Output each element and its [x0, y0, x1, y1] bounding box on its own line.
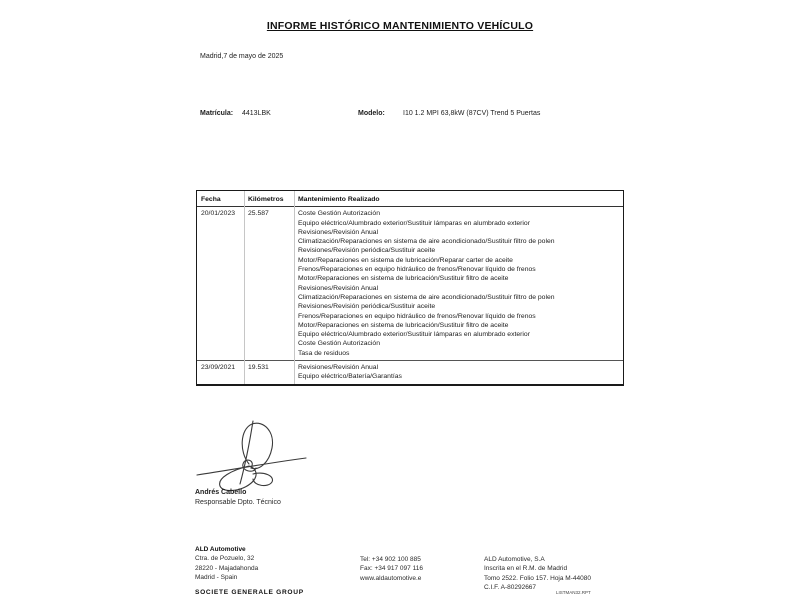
service-line: Coste Gestión Autorización [298, 340, 380, 348]
service-line: Coste Gestión Autorización [298, 210, 380, 218]
footer-website: www.aldautomotive.e [360, 574, 422, 582]
service-line: Equipo eléctrico/Alumbrado exterior/Sustituir lámparas en alumbrado exterior [298, 219, 530, 227]
matricula-value: 4413LBK [242, 110, 271, 117]
row-kilometros: 25.587 [248, 210, 269, 218]
column-divider [244, 191, 245, 384]
service-line: Revisiones/Revisión periódica/Sustituir aceite [298, 247, 436, 255]
row-servicios [294, 363, 623, 382]
footer-address-line: Madrid - Spain [195, 574, 238, 582]
footer-phone: Tel: +34 902 100 885 [360, 556, 421, 563]
column-divider [294, 191, 295, 384]
modelo-value: I10 1.2 MPI 63,8kW (87CV) Trend 5 Puertas [403, 110, 541, 117]
footer-legal-line: Tomo 2522. Folio 157. Hoja M-44080 [484, 574, 591, 582]
service-line: Motor/Reparaciones en sistema de lubricación/Sustituir filtro de aceite [298, 321, 509, 329]
service-line: Revisiones/Revisión Anual [298, 228, 379, 236]
table-header [197, 191, 623, 207]
service-line: Motor/Reparaciones en sistema de lubricación/Sustituir filtro de aceite [298, 275, 509, 283]
signature-scribble [196, 418, 308, 494]
modelo-label: Modelo: [358, 110, 385, 117]
maintenance-table [196, 190, 624, 386]
service-line: Revisiones/Revisión Anual [298, 284, 379, 292]
row-kilometros: 19.531 [248, 364, 269, 372]
service-line: Tasa de residuos [298, 349, 350, 357]
footer-legal-block [484, 555, 591, 593]
service-line: Frenos/Reparaciones en equipo hidráulico de frenos/Renovar líquido de frenos [298, 312, 536, 320]
footer-address-block [195, 545, 258, 583]
row-servicios [294, 209, 623, 358]
header-kilometros: Kilómetros [248, 196, 284, 203]
service-line: Motor/Reparaciones en sistema de lubricación/Reparar carter de aceite [298, 256, 513, 264]
service-line: Equipo eléctrico/Batería/Garantías [298, 373, 402, 381]
header-mantenimiento: Mantenimiento Realizado [298, 196, 380, 203]
service-line: Revisiones/Revisión Anual [298, 364, 379, 372]
report-reference: LISTMAN32.RPT [556, 590, 591, 595]
service-line: Frenos/Reparaciones en equipo hidráulico de frenos/Renovar líquido de frenos [298, 266, 536, 274]
footer-legal-line: Inscrita en el R.M. de Madrid [484, 565, 568, 573]
date-line: Madrid,7 de mayo de 2025 [200, 53, 284, 60]
page-title: INFORME HISTÓRICO MANTENIMIENTO VEHÍCULO [266, 20, 534, 32]
service-line: Climatización/Reparaciones en sistema de aire acondicionado/Sustituir filtro de polen [298, 293, 555, 301]
footer-address-line: Ctra. de Pozuelo, 32 [195, 555, 255, 563]
signatory-role: Responsable Dpto. Técnico [195, 499, 281, 506]
footer-address-line: 28220 - Majadahonda [195, 564, 259, 572]
footer-fax: Fax: +34 917 097 116 [360, 565, 423, 573]
footer-contact-block [360, 555, 423, 583]
matricula-label: Matrícula: [200, 110, 234, 117]
row-fecha: 23/09/2021 [201, 364, 236, 372]
table-row [197, 360, 623, 384]
signatory-name: Andrés Cabello [195, 489, 247, 496]
service-line: Revisiones/Revisión periódica/Sustituir aceite [298, 303, 436, 311]
footer-legal-line: C.I.F. A-80292667 [484, 584, 537, 592]
row-fecha: 20/01/2023 [201, 210, 236, 218]
maintenance-table-rows [197, 207, 623, 383]
header-fecha: Fecha [201, 196, 221, 203]
service-line: Equipo eléctrico/Alumbrado exterior/Sustituir lámparas en alumbrado exterior [298, 331, 530, 339]
footer-legal-line: ALD Automotive, S.A [484, 556, 545, 563]
footer-group-name: SOCIETE GENERALE GROUP [195, 589, 304, 596]
service-line: Climatización/Reparaciones en sistema de aire acondicionado/Sustituir filtro de polen [298, 238, 555, 246]
footer-company-name: ALD Automotive [195, 546, 246, 553]
table-row [197, 207, 623, 360]
